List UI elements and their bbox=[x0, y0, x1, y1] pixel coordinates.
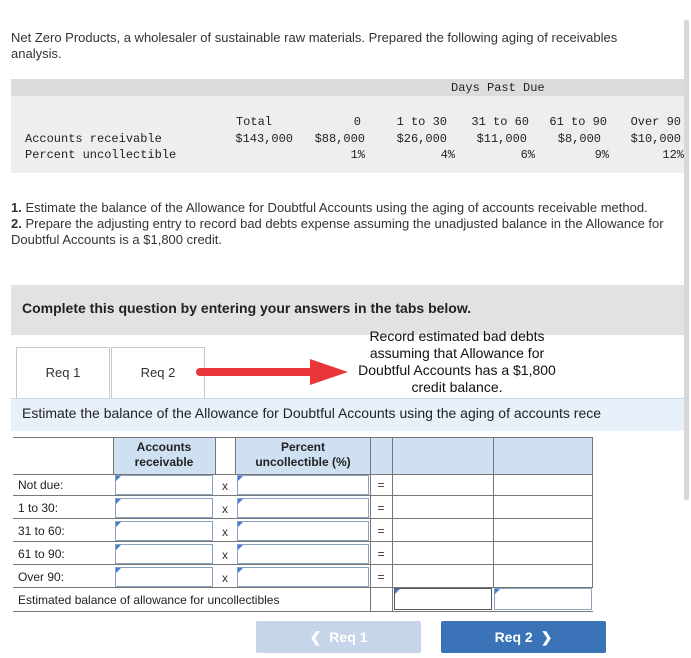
q2-text: Prepare the adjusting entry to record bad debts expense assuming the unadjusted balance in the Allowance for Doubtful Accounts is a $1,800 credit. bbox=[11, 216, 664, 247]
pct-0: 1% bbox=[350, 148, 365, 162]
col-total: Total bbox=[235, 115, 272, 129]
header-accounts-receivable: Accounts receivable bbox=[134, 440, 194, 469]
header-percent-uncollectible: Percent uncollectible (%) bbox=[255, 440, 351, 469]
grid-v2 bbox=[215, 437, 216, 474]
next-button[interactable] bbox=[441, 621, 606, 653]
total-row-label: Estimated balance of allowance for uncollectibles bbox=[18, 593, 280, 607]
ar-input-31-60[interactable] bbox=[115, 521, 213, 541]
row-label-not-due: Not due: bbox=[18, 478, 64, 492]
tab-req-2[interactable] bbox=[111, 347, 205, 399]
row-label-ar: Accounts receivable bbox=[25, 132, 162, 146]
row-label-over-90: Over 90: bbox=[18, 570, 65, 584]
row-label-pct: Percent uncollectible bbox=[25, 148, 177, 162]
pct-input-31-60[interactable] bbox=[237, 521, 369, 541]
chevron-right-icon: ❯ bbox=[540, 629, 553, 645]
pct-61-90: 9% bbox=[594, 148, 609, 162]
prev-button-label: Req 1 bbox=[329, 629, 368, 645]
question-1 bbox=[11, 200, 681, 216]
chevron-left-icon: ❮ bbox=[309, 629, 322, 645]
red-arrow-icon bbox=[196, 357, 352, 387]
aging-header-bar bbox=[11, 79, 686, 96]
ar-input-1-30[interactable] bbox=[115, 498, 213, 518]
ar-total: $143,000 bbox=[235, 132, 293, 146]
days-past-due-heading: Days Past Due bbox=[451, 81, 545, 95]
col-over-90: Over 90 bbox=[630, 115, 681, 129]
q2-number: 2. bbox=[11, 216, 22, 231]
times-sign: x bbox=[222, 548, 228, 562]
grid-top-line bbox=[13, 437, 593, 438]
row-divider bbox=[13, 564, 593, 565]
total-allowance-input[interactable] bbox=[394, 588, 492, 610]
equals-sign: = bbox=[377, 524, 385, 538]
tab-instruction: Estimate the balance of the Allowance for Doubtful Accounts using the aging of accounts rece bbox=[22, 405, 602, 421]
problem-intro: Net Zero Products, a wholesaler of sustainable raw materials. Prepared the following aging of receivables analysis. bbox=[11, 30, 618, 61]
ar-input-not-due[interactable] bbox=[115, 475, 213, 495]
ar-input-61-90[interactable] bbox=[115, 544, 213, 564]
pct-input-1-30[interactable] bbox=[237, 498, 369, 518]
question-2 bbox=[11, 216, 681, 248]
col-1-30: 1 to 30 bbox=[396, 115, 447, 129]
row-label-1-30: 1 to 30: bbox=[18, 501, 59, 515]
answer-grid bbox=[13, 437, 593, 612]
pct-1-30: 4% bbox=[440, 148, 455, 162]
times-sign: x bbox=[222, 571, 228, 585]
times-sign: x bbox=[222, 525, 228, 539]
ar-1-30: $26,000 bbox=[396, 132, 447, 146]
question-list bbox=[11, 200, 681, 248]
row-divider bbox=[13, 518, 593, 519]
prev-button[interactable] bbox=[256, 621, 421, 653]
col-61-90: 61 to 90 bbox=[549, 115, 607, 129]
header-result-cell bbox=[370, 437, 593, 474]
total-allowance-input-2[interactable] bbox=[494, 588, 592, 610]
times-sign: x bbox=[222, 502, 228, 516]
annotation-callout: Record estimated bad debts assuming that Allowance for Doubtful Accounts has a $1,800 credit balance. bbox=[358, 328, 556, 395]
q1-text: Estimate the balance of the Allowance for Doubtful Accounts using the aging of accounts receivable method. bbox=[25, 200, 648, 215]
complete-instruction: Complete this question by entering your answers in the tabs below. bbox=[22, 300, 472, 316]
tab-req-2-label: Req 2 bbox=[140, 365, 176, 380]
ar-31-60: $11,000 bbox=[476, 132, 527, 146]
pct-input-over-90[interactable] bbox=[237, 567, 369, 587]
ar-61-90: $8,000 bbox=[557, 132, 601, 146]
tab-req-1[interactable] bbox=[16, 347, 110, 399]
row-label-31-60: 31 to 60: bbox=[18, 524, 65, 538]
aging-table bbox=[11, 79, 686, 173]
row-label-61-90: 61 to 90: bbox=[18, 547, 65, 561]
grid-bottom-line bbox=[13, 611, 593, 612]
page-scrollbar[interactable] bbox=[684, 20, 689, 500]
ar-over-90: $10,000 bbox=[630, 132, 681, 146]
next-button-label: Req 2 bbox=[494, 629, 533, 645]
pct-over-90: 12% bbox=[662, 148, 684, 162]
equals-sign: = bbox=[377, 478, 385, 492]
ar-0: $88,000 bbox=[314, 132, 365, 146]
times-sign: x bbox=[222, 479, 228, 493]
col-31-60: 31 to 60 bbox=[471, 115, 529, 129]
tab-req-1-label: Req 1 bbox=[45, 365, 81, 380]
grid-v1 bbox=[113, 437, 114, 474]
equals-sign: = bbox=[377, 547, 385, 561]
ar-input-over-90[interactable] bbox=[115, 567, 213, 587]
equals-sign: = bbox=[377, 501, 385, 515]
grid-v4 bbox=[370, 437, 371, 612]
equals-sign: = bbox=[377, 570, 385, 584]
pct-31-60: 6% bbox=[520, 148, 535, 162]
grid-v3 bbox=[235, 437, 236, 474]
grid-v5 bbox=[392, 437, 393, 612]
row-divider bbox=[13, 495, 593, 496]
col-0: 0 bbox=[353, 115, 361, 129]
row-divider bbox=[13, 541, 593, 542]
pct-input-not-due[interactable] bbox=[237, 475, 369, 495]
q1-number: 1. bbox=[11, 200, 22, 215]
pct-input-61-90[interactable] bbox=[237, 544, 369, 564]
